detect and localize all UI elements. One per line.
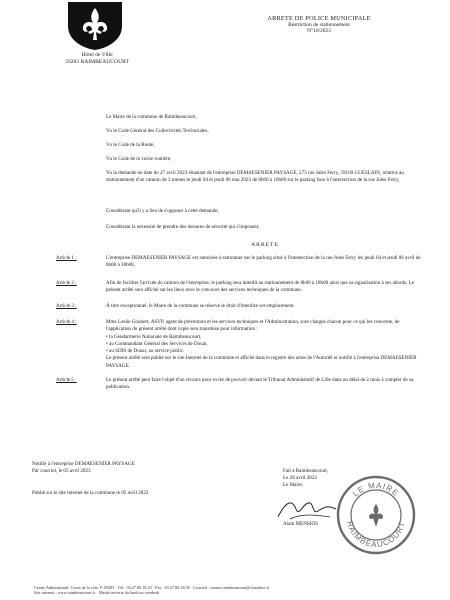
- article-text: Le présent arrêté peut faire l'objet d'un recours pour excès de pouvoir devant le Tribunal Administratif de Lille dans un délai de 2 mois à compter de sa publication.: [106, 377, 414, 391]
- publication-line: Publié sur le site internet de la commune le 05 avril 2023: [32, 490, 149, 496]
- preamble-line: Vu le Code Général des Collectivités Territoriales,: [106, 128, 209, 134]
- article-label: Article 1 :: [56, 255, 77, 261]
- document-subtitle: Restriction de stationnement: [288, 22, 350, 28]
- preamble-line: Vu le Code de la Route,: [106, 142, 155, 148]
- signature-place: Fait à Raimbeaucourt,: [283, 468, 329, 474]
- notification-line-2: Par courriel, le 05 avril 2023: [32, 468, 91, 474]
- document-header: [254, 15, 384, 34]
- preamble-line: Considérant qu'il y a lieu de s'opposer à cette demande,: [106, 208, 219, 214]
- fleur-de-lis-icon: [66, 2, 124, 50]
- signature-date: Le 28 avril 2023: [283, 475, 317, 481]
- signature-name: Alain MENSIOS: [283, 521, 318, 527]
- footer-line-1: Centre Administratif, Cours de la voie, F-59283 · Tél : 03.27.80.18.18 · Fax : 03.27.80.18.30 · Courriel : mairie.raimbeaucourt@wanadoo.fr: [34, 585, 270, 590]
- stamp-bottom-text: RAIMBEAUCOURT: [345, 520, 407, 550]
- document-title: ARRETE DE POLICE MUNICIPALE: [267, 15, 371, 22]
- mairie-line-2: 59283 RAIMBEAUCOURT: [65, 58, 129, 65]
- list-item: • au Commandant Général des Services de Douai,: [106, 340, 208, 347]
- page-footer: [34, 585, 424, 595]
- article-text: Mme Leslie Gouhert, ASVP, agent de prévention et les services techniques et l'Administration, sont chargés chacun pour ce qui les concerne, de l'application du présent arrêté dont copie sera transmise pour information :: [106, 319, 400, 333]
- city-logo: [66, 2, 124, 50]
- preamble-request: Vu la demande en date du 27 avril 2023 émanant de l'entreprise DEMAESENIER PAYSAGE, 273 rue Jules Ferry, 59169 GUESLAIN, relative au stationnement d'un camion de 3 tonnes le jeudi 04 et jeudi 06 mai 2023 de 8h00 à 18h00 sur le parking face à l'intersection de la rue Jules Ferry,: [106, 170, 404, 184]
- document-number: N°10/2023: [307, 28, 331, 34]
- svg-text:LE MAIRE: [351, 481, 401, 499]
- article-4-body: [106, 319, 424, 370]
- preamble-line: Considérant la nécessité de prendre des mesures de sécurité qui s'imposent,: [106, 224, 260, 230]
- preamble-line: Le Maire de la commune de Raimbeaucourt,: [106, 114, 197, 120]
- official-stamp: [335, 474, 417, 556]
- notification-line-1: Notifié à l'entreprise DEMAESENIER PAYSAGE: [32, 461, 135, 467]
- signature-role: Le Maire,: [283, 482, 304, 488]
- article-tail: Le présent arrêté sera publié sur le site Internet de la commune et affiché dans le registre des actes de l'Autorité et notifié à l'entreprise DEMAESENIER PAYSAGE.: [106, 355, 417, 369]
- article-label: Article 2 :: [56, 280, 77, 286]
- article-label: Article 4 :: [56, 319, 77, 325]
- footer-line-2: Site internet : www.raimbeaucourt.fr · Mairie ouverte du lundi au vendredi: [34, 590, 160, 596]
- list-item: • au SDIS de Douai, au service public.: [106, 348, 185, 355]
- arrete-title: ARRETE: [251, 242, 279, 248]
- preamble-line: Vu le Code de la voirie routière,: [106, 156, 172, 162]
- stamp-seal-icon: [335, 474, 417, 556]
- mairie-address: [62, 52, 132, 65]
- article-text: À titre exceptionnel, le Maire de la commune se réserve le droit d'interdire cet emplacement.: [106, 303, 295, 309]
- article-label: Article 5 :: [56, 377, 77, 383]
- article-text: Afin de faciliter l'arrivée du camion de l'entreprise, le parking sera interdit au stationnement de 8h00 à 18h00 ainsi que sa signalisation à ses abords. Le présent arrêté sera affiché sur les lieux avec le concours des services techniques de la commune.: [106, 280, 415, 294]
- article-text: L'entreprise DEMAESENIER PAYSAGE est autorisée à stationner sur le parking situé à l'intersection de la rue Jules Ferry les jeudi 04 et jeudi 06 avril de 8h00 à 18h00.: [106, 255, 421, 269]
- stamp-top-text: LE MAIRE: [351, 480, 401, 499]
- mairie-line-1: Hôtel de Ville: [81, 52, 113, 58]
- article-label: Article 3 :: [56, 303, 77, 309]
- list-item: • la Gendarmerie Nationale de Raimbeaucourt,: [106, 333, 202, 340]
- notification: [32, 461, 135, 475]
